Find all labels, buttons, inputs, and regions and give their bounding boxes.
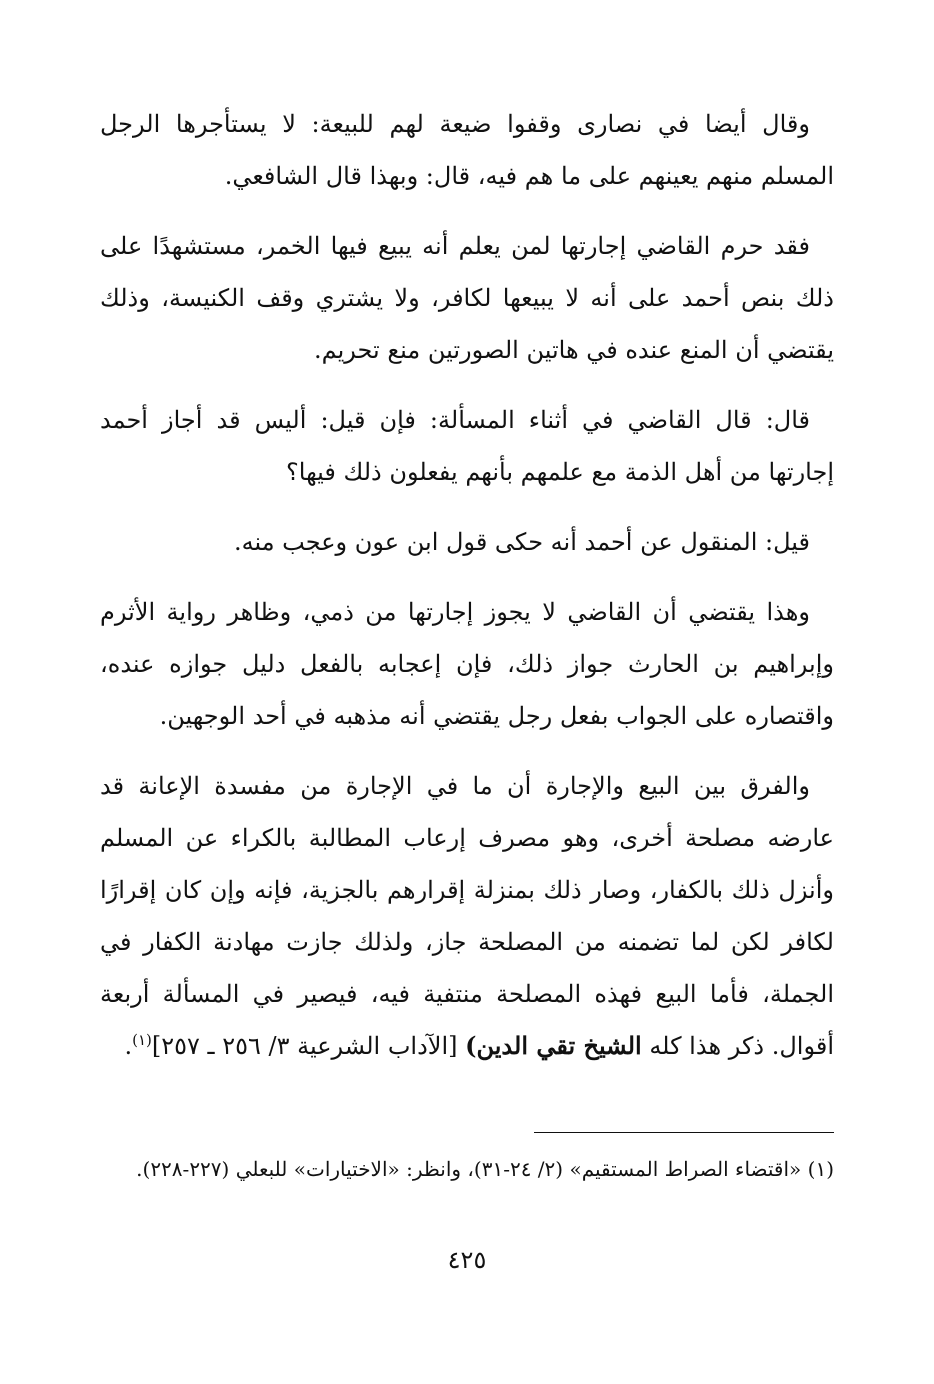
paragraph-6-text: والفرق بين البيع والإجارة أن ما في الإجارة من مفسدة الإعانة قد عارضه مصلحة أخرى، وهو مصرف إرعاب المطالبة بالكراء عن المسلم وأنزل ذلك بالكفار، وصار ذلك بمنزلة إقرارهم بالجزية، فإنه وإن كان إقرارًا لكافر لكن لما تضمنه من المصلحة جاز، ولذلك جازت مهادنة الكفار في الجملة، فأما البيع فهذه المصلحة منتفية فيه، فيصير في المسألة أربعة أقوال. ذكر هذا كله [100,772,834,1060]
footnote-marker: (١) [132,1031,152,1049]
page-number: ٤٢٥ [447,1246,487,1274]
sheikh-name: الشيخ تقي الدين) [465,1031,642,1060]
source-reference: [الآداب الشرعية ٣/ ٢٥٦ ـ ٢٥٧] [151,1032,466,1060]
paragraph-1: وقال أيضا في نصارى وقفوا ضيعة لهم للبيعة: لا يستأجرها الرجل المسلم منهم يعينهم على ما هم فيه، قال: وبهذا قال الشافعي. [100,110,834,190]
paragraph-5: وهذا يقتضي أن القاضي لا يجوز إجارتها من ذمي، وظاهر رواية الأثرم وإبراهيم بن الحارث جواز ذلك، فإن إعجابه بالفعل دليل جوازه عنده، واقتصاره على الجواب بفعل رجل يقتضي أنه مذهبه في أحد الوجهين. [100,598,834,730]
paragraph-6 [100,760,834,1072]
footnote: (١) «اقتضاء الصراط المستقيم» (٢/ ٢٤-٣١)، وانظر: «الاختيارات» للبعلي (٢٢٧-٢٢٨). [136,1157,834,1181]
paragraph-4: قيل: المنقول عن أحمد أنه حكى قول ابن عون وعجب منه. [233,528,810,556]
paragraph-2: فقد حرم القاضي إجارتها لمن يعلم أنه يبيع فيها الخمر، مستشهدًا على ذلك بنص أحمد على أنه لا يبيعها لكافر، ولا يشتري وقف الكنيسة، وذلك يقتضي أن المنع عنده في هاتين الصورتين منع تحريم. [100,232,834,364]
paragraph-3: قال: قال القاضي في أثناء المسألة: فإن قيل: أليس قد أجاز أحمد إجارتها من أهل الذمة مع علمهم بأنهم يفعلون ذلك فيها؟ [100,406,834,486]
footnote-divider [534,1132,834,1133]
paragraph-6-end: . [124,1032,133,1060]
main-text [100,98,834,1072]
